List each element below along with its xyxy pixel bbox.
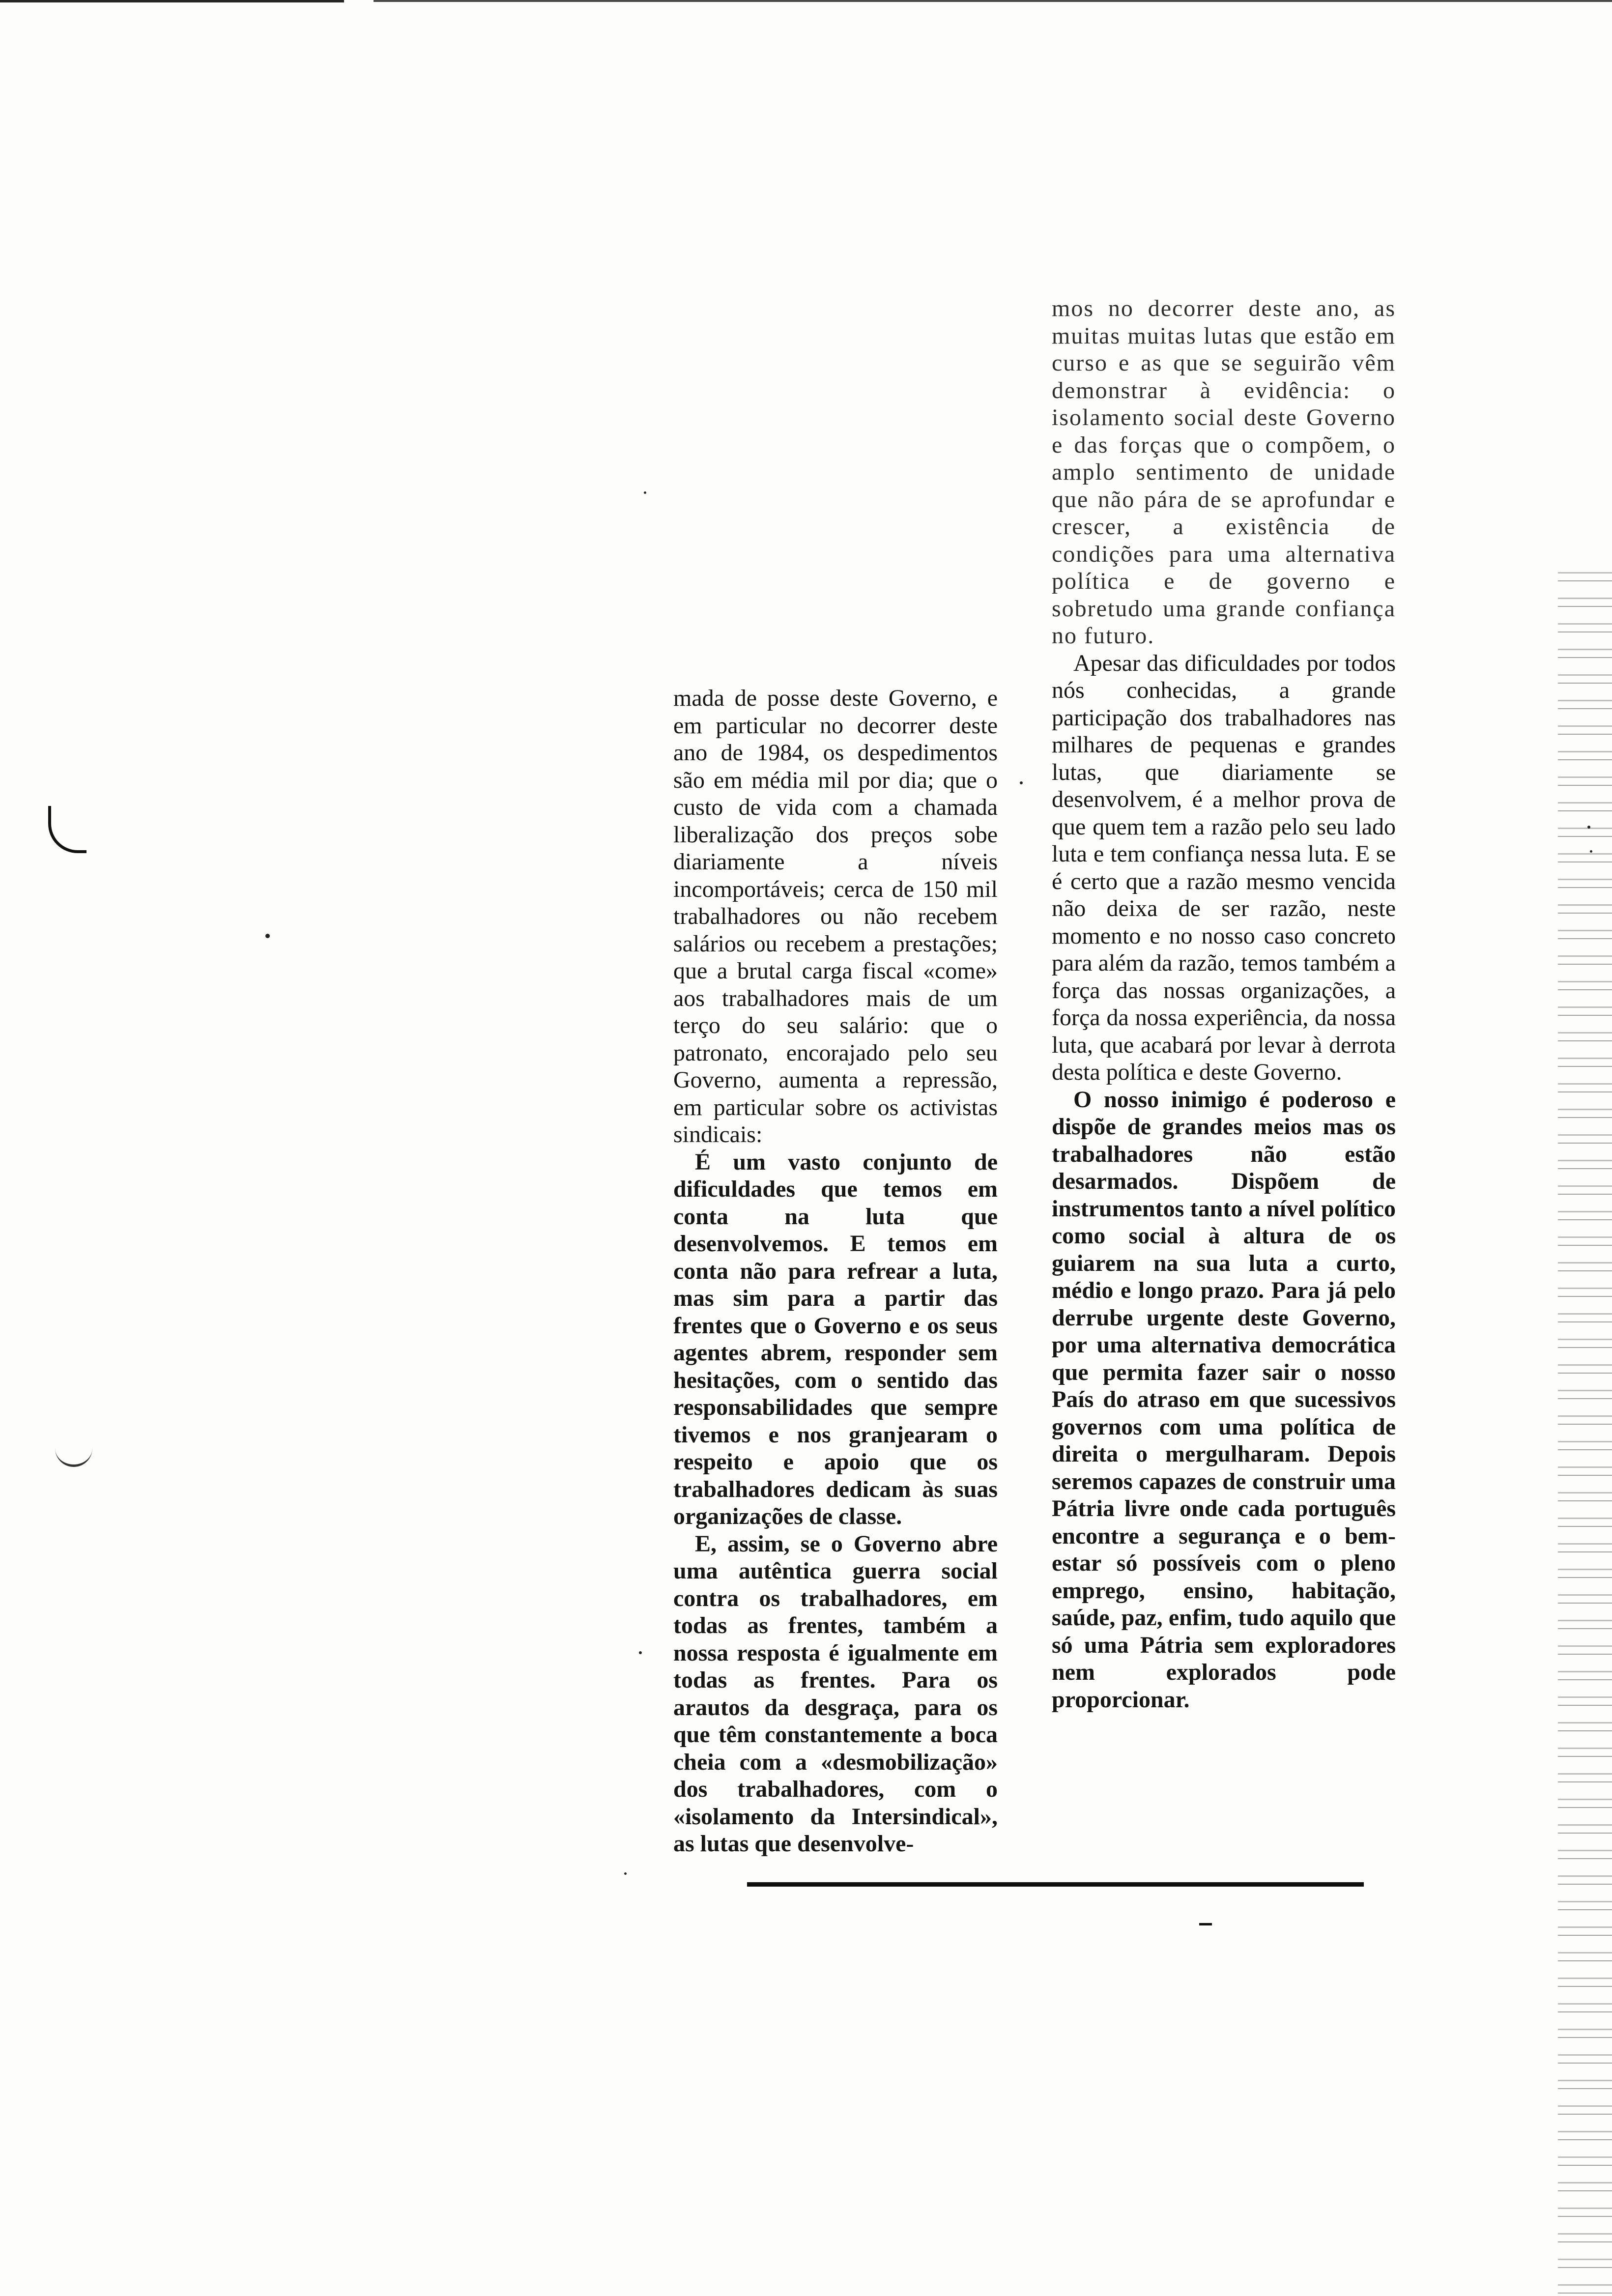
scan-speck — [644, 491, 646, 494]
article-end-rule — [747, 1882, 1364, 1887]
clipping-mark — [55, 1435, 92, 1467]
scan-speck — [1020, 781, 1023, 784]
article-paragraph: mos no decorrer deste ano, as muitas muitas lutas que estão em curso e as que se seguirão vêm demonstrar à evidência: o isolamento social deste Governo e das forças que o compõem, o amplo sentimento de unidade que não pára de se aprofundar e crescer, a existência de condições para uma alternativa política e de governo e sobretudo uma grande confiança no futuro. — [1052, 295, 1396, 649]
scan-speck — [1590, 850, 1592, 853]
scan-speck — [639, 1651, 642, 1654]
page-dash-mark — [1199, 1923, 1212, 1925]
scan-speck — [624, 1872, 627, 1875]
article-paragraph: O nosso inimigo é poderoso e dispõe de grandes meios mas os trabalhadores não estão desarmados. Dispõem de instrumentos tanto a nível político como social à altura de os guiarem na sua luta a curto, médio e longo prazo. Para já pelo derrube urgente deste Governo, por uma alternativa democrática que permita fazer sair o nosso País do atraso em que sucessivos governos com uma política de direita o mergulharam. Depois seremos capazes de construir uma Pátria livre onde cada português encontre a segurança e o bem-estar só possíveis com o pleno emprego, ensino, habitação, saúde, paz, enfim, tudo aquilo que só uma Pátria sem exploradores nem explorados pode proporcionar. — [1052, 1086, 1396, 1713]
top-border-rule-right — [374, 0, 1612, 2]
article-paragraph: É um vasto conjunto de dificuldades que temos em conta na luta que desenvolvemos. E temos em conta não para refrear a luta, mas sim para a partir das frentes que o Governo e os seus agentes abrem, responder sem hesitações, com o sentido das responsabilidades que sempre tivemos e nos granjearam o respeito e apoio que os trabalhadores dedicam às suas organizações de classe. — [673, 1148, 998, 1529]
scan-speck — [265, 934, 270, 938]
scan-speck — [1587, 826, 1590, 829]
top-border-rule — [0, 0, 344, 2]
clipping-mark — [48, 806, 86, 853]
article-paragraph: Apesar das dificuldades por todos nós conhecidas, a grande participação dos trabalhadores nas milhares de pequenas e grandes lutas, que diariamente se desenvolvem, é a melhor prova de que quem tem a razão pelo seu lado luta e tem confiança nessa luta. E se é certo que a razão mesmo vencida não deixa de ser razão, neste momento e no nosso caso concreto para além da razão, temos também a força das nossas organizações, a força da nossa experiência, da nossa luta, que acabará por levar à derrota desta política e deste Governo. — [1052, 650, 1396, 1085]
article-column-left — [673, 685, 998, 1858]
article-paragraph: mada de posse deste Governo, e em particular no decorrer deste ano de 1984, os despedimentos são em média mil por dia; que o custo de vida com a chamada liberalização dos preços sobe diariamente a níveis incomportáveis; cerca de 150 mil trabalhadores ou não recebem salários ou recebem a prestações; que a brutal carga fiscal «come» aos trabalhadores mais de um terço do seu salário: que o patronato, encorajado pelo seu Governo, aumenta a repressão, em particular sobre os activistas sindicais: — [673, 685, 998, 1148]
article-column-right — [1052, 295, 1396, 1713]
article-paragraph: E, assim, se o Governo abre uma autêntica guerra social contra os trabalhadores, em todas as frentes, também a nossa resposta é igualmente em todas as frentes. Para os arautos da desgraça, para os que têm constantemente a boca cheia com a «desmobilização» dos trabalhadores, com o «isolamento da Intersindical», as lutas que desenvolve- — [673, 1530, 998, 1857]
scanned-page-edge — [1558, 565, 1612, 2296]
